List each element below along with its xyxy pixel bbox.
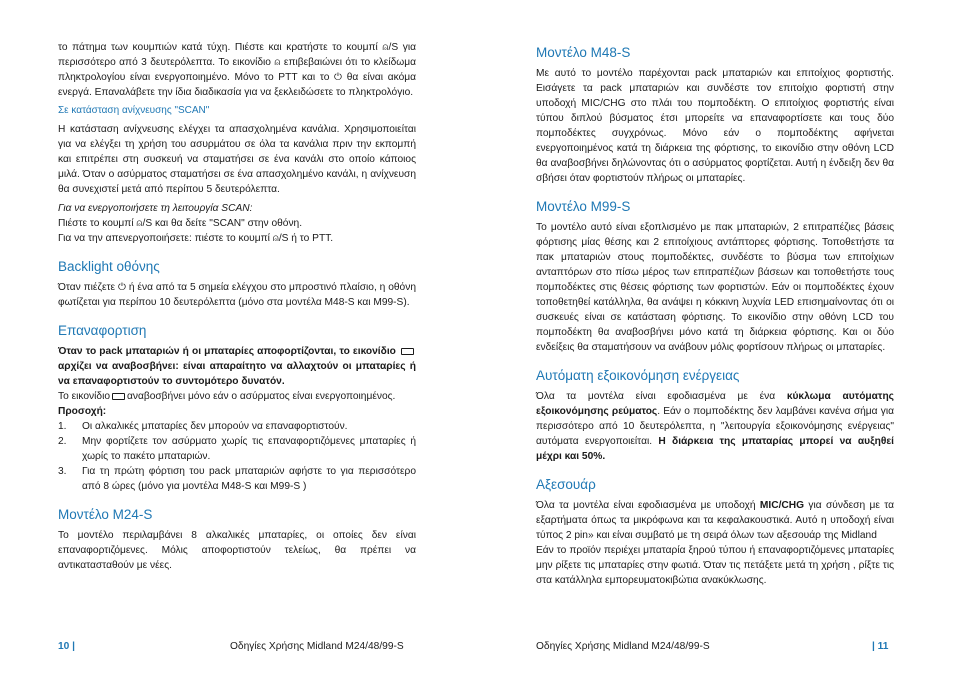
list-item: 2. Μην φορτίζετε τον ασύρματο χωρίς τις επαναφορτιζόμενες μπαταρίες ή χωρίς το πακέτο μπαταριών.: [58, 436, 416, 462]
list-item: 3. Για τη πρώτη φόρτιση του pack μπαταριών αφήστε το για περισσότερο από 8 ώρες (μόνο για μοντέλα M48-S και M99-S ): [58, 466, 416, 492]
battery-icon: [112, 393, 125, 400]
right-page: [536, 40, 894, 592]
m48-heading: Μοντέλο M48-S: [536, 45, 631, 60]
backlight-paragraph: Όταν πιέζετε ⏻ ή ένα από τα 5 σημεία ελέγχου στο μπροστινό πλαίσιο, η οθόνη φωτίζεται για περίπου 10 δευτερόλεπτα (μόνο στα μοντέλα M48-S και M99-S).: [58, 282, 416, 308]
scan-paragraph: Η κατάσταση ανίχνευσης ελέγχει τα απασχολημένα κανάλια. Χρησιμοποιείται για να ελέγξει τη χρήση του ασυρμάτου σε όλα τα κανάλια πριν την εκπομπή και επιτρέπει στη συσκευή να σταματήσει σε ένα κανάλι στο οποίο κάποιος μιλά. Όταν ο ασύρματος σταματήσει σε ένα απασχολημένο κανάλι, η ανίχνευση θα συνεχιστεί μετά από περίπου 5 δευτερόλεπτα.: [58, 124, 416, 195]
scan-enable-text: Πιέστε το κουμπί ⍝/S και θα δείτε "SCAN" στην οθόνη.: [58, 218, 303, 229]
recharge-heading: Επαναφορτιση: [58, 323, 147, 338]
accessories-paragraph: Όλα τα μοντέλα είναι εφοδιασμένα με υποδοχή MIC/CHG για σύνδεση με τα εξαρτήματα όπως τα μικρόφωνα και τα κεφαλακουστικά. Αυτό η υποδοχή είναι τύπος 2 pin» και είναι συμβατό με τη σειρά όλων των αξεσουάρ της Midland: [536, 500, 894, 541]
attention-label: Προσοχή:: [58, 406, 107, 417]
scan-subheading: Σε κατάσταση ανίχνευσης "SCAN": [58, 105, 210, 116]
keylock-paragraph: το πάτημα των κουμπιών κατά τύχη. Πιέστε και κρατήστε το κουμπί ⍝/S για περισσότερο από 3 δευτερόλεπτα. Το εικονίδιο ⍝ επιβεβαιώνει ότι το κλείδωμα πληκτρολογίου είναι ενεργοποιημένο. Μόνο το PTT και το ⏻ θα είναι ακόμα ενεργά. Επαναλάβετε την ίδια διαδικασία για να ξεκλειδώσετε το πληκτρολόγιο.: [58, 42, 416, 98]
scan-disable-text: Για να την απενεργοποιήσετε: πιέστε το κουμπί ⍝/S ή το PTT.: [58, 233, 334, 244]
m99-paragraph: Το μοντέλο αυτό είναι εξοπλισμένο με πακ μπαταριών, 2 επιτραπέζιες βάσεις φόρτισης μίας θέσης και 2 επιτοίχιους αντάπτορες φόρτισης. Τοποθετήστε τα πακ μπαταριών στους πομποδέκτες, συνδέστε το βύσμα των επιτοίχιων ανταπτόρων στο πίσω μέρος των επιτραπέζιων βάσεων και τοποθετήστε τους πομποδέκτες στις θέσεις φόρτισης των φορτιστών. Εάν οι πομποδέκτες έχουν τοποθετηθεί κατάλληλα, θα ανάψει η κόκκινη λυχνία LED επισημαίνοντας ότι οι συσκευές είναι σε κατάσταση φόρτισης. Το εικονίδιο στην οθόνη LCD του πομποδέκτη θα αναβοσβήνει μόνο κατά τη διάρκεια φόρτισης. Και οι δύο ενδείξεις θα σταματήσουν να ανάβουν μόλις φορτίσουν πλήρως οι μπαταρίες.: [536, 222, 894, 353]
backlight-heading: Backlight οθόνης: [58, 259, 160, 274]
power-save-paragraph: Όλα τα μοντέλα είναι εφοδιασμένα με ένα κύκλωμα αυτόματης εξοικονόμησης ρεύματος. Εάν ο πομποδέκτης δεν λαμβάνει κανένα σήμα για περισσότερο από 10 δευτερόλεπτα, η "λειτουργία εξοικονόμησης ενέργειας" αυτόματα ενεργοποιείται. Η διάρκεια της μπαταρίας μπορεί να αυξηθεί μέχρι και 50%.: [536, 391, 894, 462]
left-page: [58, 40, 416, 577]
m24-paragraph: Το μοντέλο περιλαμβάνει 8 αλκαλικές μπαταρίες, οι οποίες δεν είναι επαναφορτιζόμενες. Μόλις αποφορτιστούν τελείως, θα πρέπει να αντικατασταθούν με νέες.: [58, 530, 416, 571]
scan-enable-label: Για να ενεργοποιήσετε τη λειτουργία SCAN:: [58, 203, 253, 214]
attention-list: [58, 419, 416, 494]
list-item: 1. Οι αλκαλικές μπαταρίες δεν μπορούν να επαναφορτιστούν.: [58, 421, 348, 432]
recharge-note: Το εικονίδιο αναβοσβήνει μόνο εάν ο ασύρματος είναι ενεργοποιημένος.: [58, 391, 396, 402]
battery-icon: [401, 348, 414, 355]
m48-paragraph: Με αυτό το μοντέλο παρέχονται pack μπαταριών και επιτοίχιος φορτιστής. Εισάγετε τα pack μπαταριών και συνδέστε τον επιτοίχιο φορτιστή στην υποδοχή MIC/CHG στο πλάι του πομποδέκτη. Ο επιτοίχιος φορτιστής είναι τύπου διπλού βύσματος έτσι μπορείτε να επαναφορτίσετε και τους δύο πομποδέκτες συγχρόνως. Μόνο εάν ο πομποδέκτης αφήνεται ενεργοποιημένος κατά τη διάρκεια της φόρτισης, το εικονίδιο στην οθόνη LCD θα αναβοσβήνει δηλώνοντας ότι ο ασύρματος φορτίζεται. Αυτή η ένδειξη δεν θα σβήσει όταν φορτιστούν πλήρως οι μπαταρίες.: [536, 68, 894, 184]
left-footer-title: Οδηγίες Χρήσης Midland M24/48/99-S: [230, 641, 404, 652]
right-page-number: | 11: [872, 641, 889, 652]
recharge-warning: Όταν το pack μπαταριών ή οι μπαταρίες αποφορτίζονται, το εικονίδιο αρχίζει να αναβοσβήνει: είναι απαραίτητο να αλλαχτούν οι μπαταρίες ή να επαναφορτιστούν το συντομότερο δυνατόν.: [58, 346, 416, 387]
right-footer-title: Οδηγίες Χρήσης Midland M24/48/99-S: [536, 641, 710, 652]
power-save-heading: Αυτόματη εξοικονόμηση ενέργειας: [536, 368, 740, 383]
disposal-paragraph: Εάν το προϊόν περιέχει μπαταρία ξηρού τύπου ή επαναφορτιζόμενες μπαταρίες μην ρίξετε τις μπαταρίες στην φωτιά. Όταν τις πετάξετε μετά τη χρήση , ρίξτε τις στα κατάλληλα εμπορευματοκιβώτια ανακύκλωσης.: [536, 545, 894, 586]
m24-heading: Μοντέλο M24-S: [58, 507, 153, 522]
left-page-number: 10 |: [58, 641, 76, 652]
m99-heading: Μοντέλο M99-S: [536, 199, 631, 214]
accessories-heading: Αξεσουάρ: [536, 477, 596, 492]
